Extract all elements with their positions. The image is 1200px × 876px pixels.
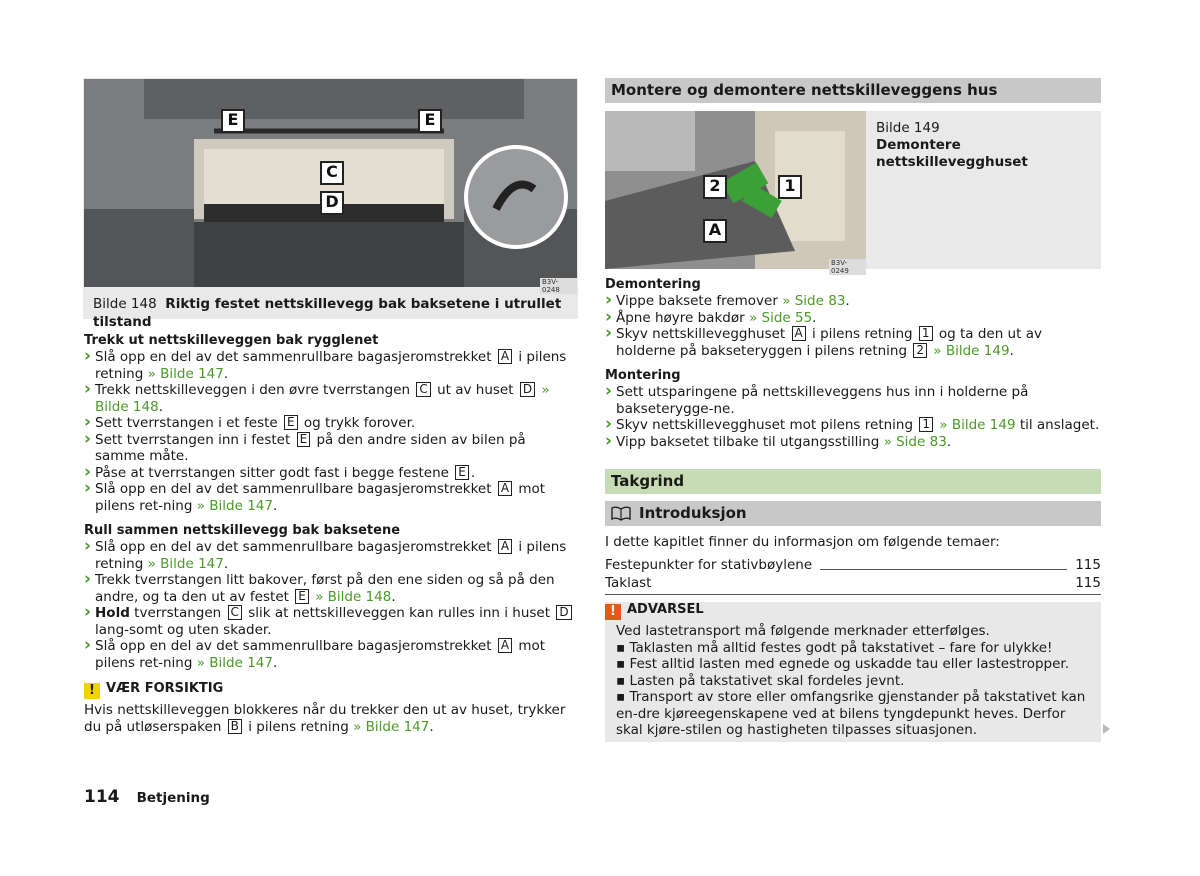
cross-reference-link[interactable]: » Bilde 147 <box>196 497 273 514</box>
list-item: › Slå opp en del av det sammenrullbare bagasjeromstrekket A mot pilens ret-ning » Bilde 147. <box>84 481 579 514</box>
list-item: › Påse at tverrstangen sitter godt fast i begge festene E . <box>84 465 579 482</box>
rear-seat-illustration <box>605 111 866 269</box>
caption-text: Riktig festet nettskillevegg bak baksetene i utrullet tilstand <box>93 296 562 330</box>
section-heading: Montering <box>605 368 681 383</box>
list-item: › Vippe baksete fremover » Side 83. <box>605 293 1101 310</box>
list-item: › Slå opp en del av det sammenrullbare bagasjeromstrekket A mot pilens ret-ning » Bilde 147. <box>84 638 579 671</box>
caution-icon: ! <box>84 683 100 699</box>
cross-reference-link[interactable]: » Bilde 147 <box>147 555 224 572</box>
toc <box>605 557 1101 591</box>
image-code: B3V-0249 <box>829 259 866 275</box>
figure-148-image <box>84 79 577 294</box>
list-item: › Sett utsparingene på nettskilleveggens hus inn i holderne på bakseterygge-ne. <box>605 384 1101 417</box>
intro-band <box>605 501 1101 526</box>
figure-149-image <box>605 111 866 275</box>
callout-label: 2 <box>703 175 727 199</box>
list-item: › Slå opp en del av det sammenrullbare bagasjeromstrekket A i pilens retning » Bilde 147. <box>84 539 579 572</box>
right-column <box>605 277 1101 450</box>
warning-text: Ved lastetransport må følgende merknader etterfølges. ▪ Taklasten må alltid festes godt på takstativet – fare for ulykke! ▪ Fest alltid lasten med egnede og uskadde tau eller lastestropper. ▪ Lasten på takstativet skal fordeles jevnt. ▪ Transport av store eller omfangsrike gjenstander på takstativet kan en-dre kjøreegenskapene ved at bilens tyngdepunkt heves. Derfor skal kjøre-stilen og hastigheten tilpasses situasjonen. <box>616 623 1086 738</box>
cross-reference-link[interactable]: » Side 83 <box>883 433 947 450</box>
caption-text: Demontere nettskillevegghuset <box>876 137 1028 170</box>
intro-text: I dette kapitlet finner du informasjon om følgende temaer: <box>605 534 1000 550</box>
warning-icon: ! <box>605 604 621 620</box>
warning-box <box>605 602 1101 742</box>
list-item: › Sett tverrstangen i et feste E og trykk forover. <box>84 415 579 432</box>
callout-label: D <box>320 191 344 215</box>
callout-label: E <box>418 109 442 133</box>
footer-section: Betjening <box>136 790 210 806</box>
list-item: › Hold tverrstangen C slik at nettskilleveggen kan rulles inn i huset D lang-somt og uten skader. <box>84 605 579 638</box>
image-code: B3V-0248 <box>540 278 577 294</box>
callout-label: E <box>221 109 245 133</box>
left-column <box>84 333 579 735</box>
page-footer <box>84 787 210 807</box>
toc-entry[interactable]: Festepunkter for stativbøylene 115 <box>605 557 1101 573</box>
callout-label: C <box>320 161 344 185</box>
list-item: › Skyv nettskillevegghuset A i pilens retning 1 og ta den ut av holderne på bakseteryggen i pilens retning 2 » Bilde 149. <box>605 326 1101 359</box>
cross-reference-link[interactable]: » Side 83 <box>782 293 846 309</box>
cross-reference-link[interactable]: » Bilde 148 <box>315 588 392 605</box>
toc-entry[interactable]: Taklast 115 <box>605 574 1101 591</box>
section-heading: Demontering <box>605 277 701 292</box>
chapter-title-band: Takgrind <box>605 469 1101 494</box>
section-heading: Trekk ut nettskilleveggen bak rygglenet <box>84 333 379 348</box>
list-item: › Slå opp en del av det sammenrullbare bagasjeromstrekket A i pilens retning » Bilde 147. <box>84 349 579 382</box>
cross-reference-link[interactable]: » Bilde 148 <box>95 382 550 415</box>
caution-notice <box>84 681 579 735</box>
caution-text: Hvis nettskilleveggen blokkeres når du trekker den ut av huset, trykker du på utløserspaken B i pilens retning » Bilde 147. <box>84 702 566 735</box>
list-item: › Trekk tverrstangen litt bakover, først på den ene siden og så på den andre, og ta den ut av festet E » Bilde 148. <box>84 572 579 605</box>
toc-divider <box>605 594 1101 595</box>
section-heading: Rull sammen nettskillevegg bak baksetene <box>84 523 401 538</box>
cross-reference-link[interactable]: » Bilde 147 <box>147 365 224 382</box>
figure-149-caption <box>876 120 1096 171</box>
cross-reference-link[interactable]: » Bilde 147 <box>196 654 273 671</box>
caution-title: VÆR FORSIKTIG <box>106 681 224 696</box>
list-item: › Sett tverrstangen inn i festet E på den andre siden av bilen på samme måte. <box>84 432 579 465</box>
list-item: › Vipp baksetet tilbake til utgangsstilling » Side 83. <box>605 434 1101 451</box>
book-icon <box>611 504 631 528</box>
figure-149 <box>605 111 1101 275</box>
figure-148-caption <box>93 295 573 331</box>
intro-title: Introduksjon <box>639 504 747 522</box>
caption-number: Bilde 148 <box>93 296 157 312</box>
caption-number: Bilde 149 <box>876 120 940 136</box>
callout-label: A <box>703 219 727 243</box>
list-item: › Åpne høyre bakdør » Side 55. <box>605 310 1101 327</box>
list-item: › Trekk nettskilleveggen i den øvre tverrstangen C ut av huset D » Bilde 148. <box>84 382 579 415</box>
continue-arrow-icon <box>1103 724 1110 734</box>
cross-reference-link[interactable]: » Bilde 149 <box>933 342 1010 359</box>
cross-reference-link[interactable]: » Bilde 147 <box>353 718 430 735</box>
warning-title: ADVARSEL <box>627 602 704 617</box>
figure-148 <box>83 78 578 330</box>
cross-reference-link[interactable]: » Bilde 149 <box>939 417 1016 433</box>
callout-label: 1 <box>778 175 802 199</box>
list-item: › Skyv nettskillevegghuset mot pilens retning 1 » Bilde 149 til anslaget. <box>605 417 1101 434</box>
section-title-band: Montere og demontere nettskilleveggens hus <box>605 78 1101 103</box>
cross-reference-link[interactable]: » Side 55 <box>748 309 813 326</box>
page-number: 114 <box>84 787 120 807</box>
